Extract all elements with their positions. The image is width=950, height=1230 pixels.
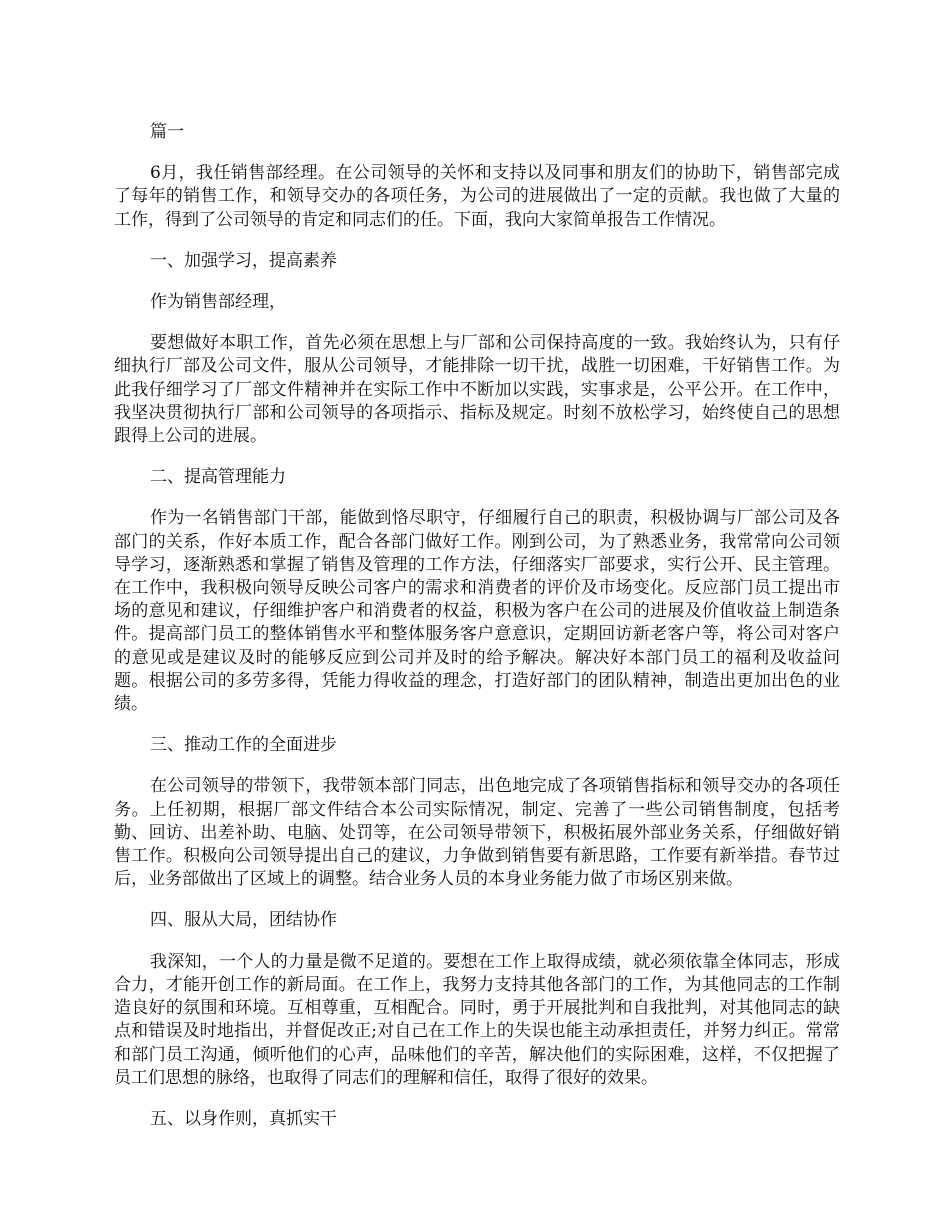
document-title: 篇一 [150, 122, 184, 142]
section-heading-3: 三、推动工作的全面进步 [150, 735, 337, 756]
paragraph-section-4: 我深知，一个人的力量是微不足道的。要想在工作上取得成绩，就必须依靠全体同志，形成合力，才能开创工作的新局面。在工作上，我努力支持其他各部门的工作，为其他同志的工作制造良好的氛围和环境。互相尊重，互相配合。同时，勇于开展批判和自我批判，对其他同志的缺点和错误及时地指出，并督促改正;对自己在工作上的失误也能主动承担责任，并努力纠正。常常和部门员工沟通，倾听他们的心声，品味他们的辛苦，解决他们的实际困难，这样，不仅把握了员工们思想的脉络，也取得了同志们的理解和信任，取得了很好的效果。 [114, 951, 840, 1088]
paragraph-role-line: 作为销售部经理， [150, 292, 286, 313]
section-heading-4: 四、服从大局，团结协作 [150, 910, 337, 931]
section-heading-1: 一、加强学习，提高素养 [150, 250, 337, 271]
section-heading-5: 五、以身作则，真抓实干 [150, 1108, 337, 1129]
section-heading-2: 二、提高管理能力 [150, 467, 286, 488]
paragraph-section-1: 要想做好本职工作，首先必须在思想上与厂部和公司保持高度的一致。我始终认为，只有仔细执行厂部及公司文件，服从公司领导，才能排除一切干扰，战胜一切困难，干好销售工作。为此我仔细学习了厂部文件精神并在实际工作中不断加以实践，实事求是，公平公开。在工作中，我坚决贯彻执行厂部和公司领导的各项指示、指标及规定。时刻不放松学习，始终使自己的思想跟得上公司的进展。 [114, 333, 840, 447]
paragraph-section-3: 在公司领导的带领下，我带领本部门同志，出色地完成了各项销售指标和领导交办的各项任务。上任初期，根据厂部文件结合本公司实际情况，制定、完善了一些公司销售制度，包括考勤、回访、出差补助、电脑、处罚等，在公司领导带领下，积极拓展外部业务关系，仔细做好销售工作。积极向公司领导提出自己的建议，力争做到销售要有新思路，工作要有新举措。春节过后，业务部做出了区域上的调整。结合业务人员的本身业务能力做了市场区别来做。 [114, 776, 840, 890]
paragraph-intro: 6月，我任销售部经理。在公司领导的关怀和支持以及同事和朋友们的协助下，销售部完成了每年的销售工作，和领导交办的各项任务，为公司的进展做出了一定的贡献。我也做了大量的工作，得到了公司领导的肯定和同志们的任。下面，我向大家简单报告工作情况。 [114, 163, 840, 230]
document-page [114, 121, 840, 1149]
paragraph-section-2: 作为一名销售部门干部，能做到恪尽职守，仔细履行自己的职责，积极协调与厂部公司及各部门的关系，作好本质工作，配合各部门做好工作。刚到公司，为了熟悉业务，我常常向公司领导学习，逐渐熟悉和掌握了销售及管理的工作方法，仔细落实厂部要求，实行公开、民主管理。在工作中，我积极向领导反映公司客户的需求和消费者的评价及市场变化。反应部门员工提出市场的意见和建议，仔细维护客户和消费者的权益，积极为客户在公司的进展及价值收益上制造条件。提高部门员工的整体销售水平和整体服务客户意意识，定期回访新老客户等，将公司对客户的意见或是建议及时的能够反应到公司并及时的给予解决。解决好本部门员工的福利及收益问题。根据公司的多劳多得，凭能力得收益的理念，打造好部门的团队精神，制造出更加出色的业绩。 [114, 508, 840, 715]
